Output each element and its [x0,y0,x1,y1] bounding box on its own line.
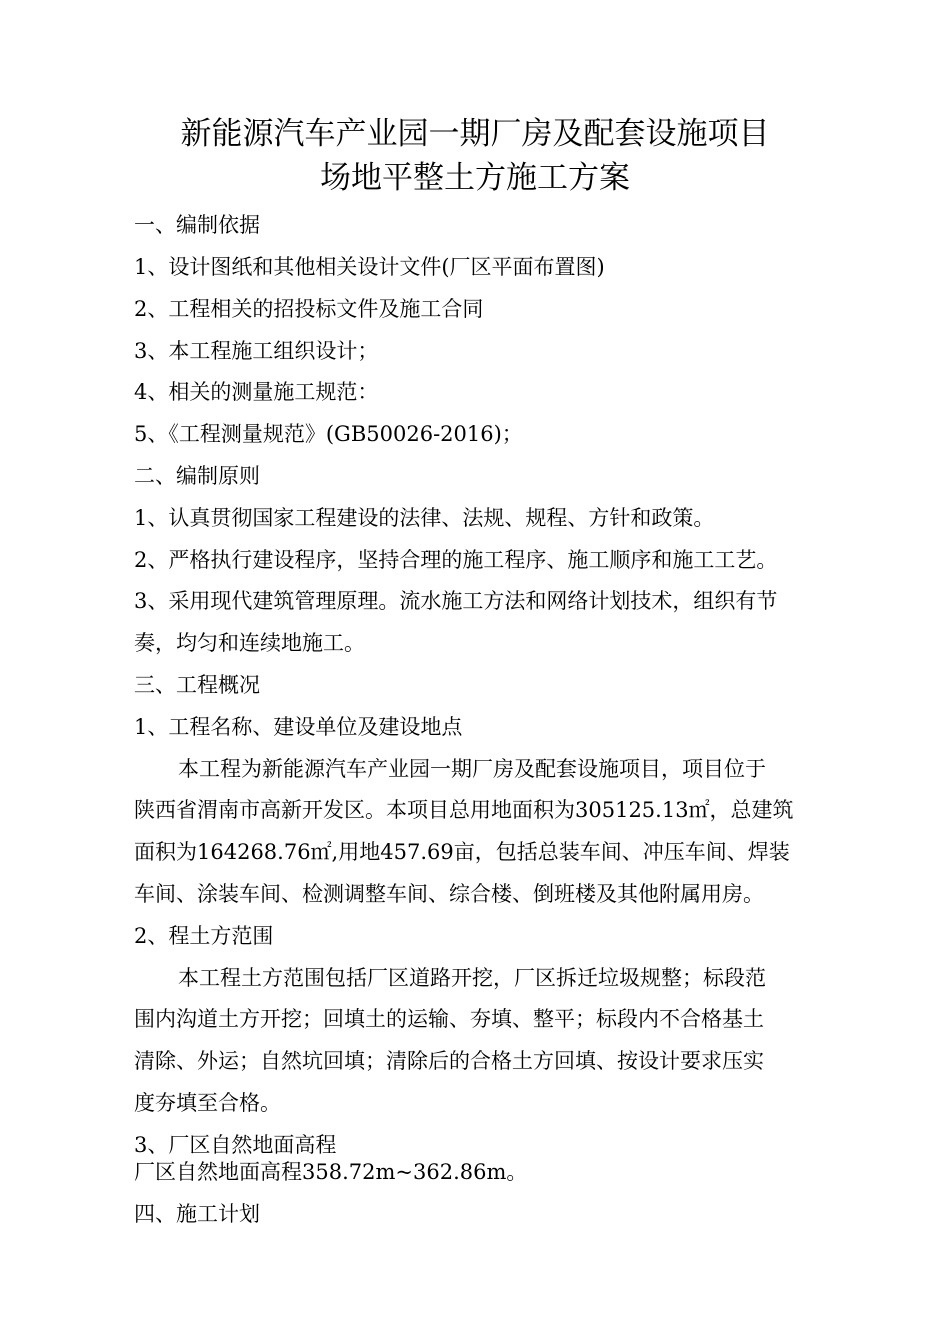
document-title-line-1: 新能源汽车产业园一期厂房及配套设施项目 [180,116,770,152]
overview-paragraph-2-line-1: 本工程土方范围包括厂区道路开挖，厂区拆迁垃圾规整；标段范 [178,966,766,990]
overview-subheading-1: 1、工程名称、建设单位及建设地点 [134,715,463,739]
section-heading-overview: 三、工程概况 [134,673,260,697]
overview-paragraph-3-line-1: 厂区自然地面高程358.72m~362.86m。 [134,1160,528,1184]
basis-item-1: 1、设计图纸和其他相关设计文件(厂区平面布置图) [134,255,605,279]
basis-item-2: 2、工程相关的招投标文件及施工合同 [134,297,484,321]
principle-item-1: 1、认真贯彻国家工程建设的法律、法规、规程、方针和政策。 [134,506,715,530]
overview-paragraph-1-line-1: 本工程为新能源汽车产业园一期厂房及配套设施项目，项目位于 [178,757,766,781]
principle-item-3-continued: 奏，均匀和连续地施工。 [134,631,365,655]
section-heading-principles: 二、编制原则 [134,464,260,488]
basis-item-5: 5、《工程测量规范》(GB50026-2016)； [134,422,523,446]
overview-paragraph-1-line-3: 面积为164268.76㎡,用地457.69亩，包括总装车间、冲压车间、焊装 [134,840,790,864]
section-heading-basis: 一、编制依据 [134,213,260,237]
section-heading-schedule: 四、施工计划 [134,1202,260,1226]
principle-item-2: 2、严格执行建设程序，坚持合理的施工程序、施工顺序和施工工艺。 [134,548,778,572]
overview-subheading-2: 2、程土方范围 [134,924,274,948]
overview-paragraph-2-line-3: 清除、外运；自然坑回填；清除后的合格土方回填、按设计要求压实 [134,1049,764,1073]
overview-paragraph-2-line-4: 度夯填至合格。 [134,1091,281,1115]
overview-paragraph-1-line-2: 陕西省渭南市高新开发区。本项目总用地面积为305125.13㎡，总建筑 [134,798,794,822]
document-title-line-2: 场地平整土方施工方案 [320,160,630,196]
overview-subheading-3: 3、厂区自然地面高程 [134,1133,337,1157]
overview-paragraph-1-line-4: 车间、涂装车间、检测调整车间、综合楼、倒班楼及其他附属用房。 [134,882,764,906]
basis-item-3: 3、本工程施工组织设计； [134,339,379,363]
overview-paragraph-2-line-2: 围内沟道土方开挖；回填土的运输、夯填、整平；标段内不合格基土 [134,1007,764,1031]
basis-item-4: 4、相关的测量施工规范： [134,380,379,404]
principle-item-3: 3、采用现代建筑管理原理。流水施工方法和网络计划技术，组织有节 [134,589,778,613]
